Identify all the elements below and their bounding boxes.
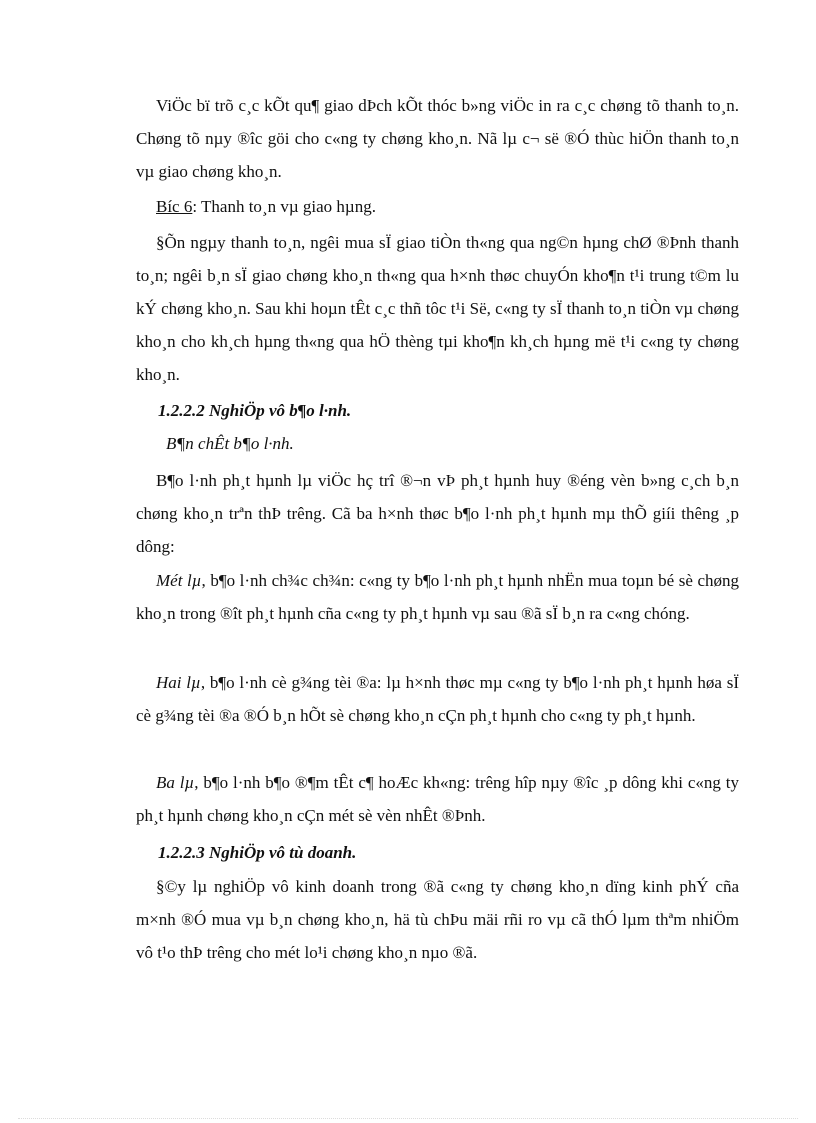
paragraph-text: §Õn ngµy thanh to¸n, ngêi mua sÏ giao tiÒn th«ng qua ng©n hµng chØ ®Þnh thanh to¸n; ngêi b¸n sÏ giao chøng kho¸n th«ng qua h×nh thøc chuyÓn kho¶n t¹i trung t©m lu kÝ chøng kho¸n. Sau khi hoµn tÊt c¸c thñ tôc t¹i Së, c«ng ty sÏ thanh to¸n tiÒn vµ chøng kho¸n cho kh¸ch hµng th«ng qua hÖ thèng tµi kho¶n kh¸ch hµng më t¹i c«ng ty chøng kho¸n. bbox=[136, 233, 739, 384]
paragraph-underwriting bbox=[136, 464, 739, 563]
step-6-label: Bíc 6 bbox=[156, 197, 193, 216]
form-two-label: Hai lµ bbox=[156, 673, 201, 692]
paragraph-form-three bbox=[136, 766, 739, 832]
section-heading-1-2-2-3 bbox=[136, 836, 739, 869]
paragraph-payment-day bbox=[136, 226, 739, 391]
heading-text: 1.2.2.3 NghiÖp vô tù doanh. bbox=[158, 843, 357, 862]
paragraph-form-one bbox=[136, 564, 739, 630]
paragraph-form-two bbox=[136, 666, 739, 732]
paragraph-proprietary-trading bbox=[136, 870, 739, 969]
paragraph-text: B¶o l·nh ph¸t hµnh lµ viÖc hç trî ®¬n vÞ ph¸t hµnh huy ®éng vèn b»ng c¸ch b¸n chøng kho¸n trªn thÞ trêng. Cã ba h×nh thøc b¶o l·nh ph¸t hµnh mµ thÕ giíi thêng ¸p dông: bbox=[136, 471, 739, 556]
step-6-text: : Thanh to¸n vµ giao hµng. bbox=[192, 197, 376, 216]
form-one-text: , b¶o l·nh ch¾c ch¾n: c«ng ty b¶o l·nh ph¸t hµnh nhËn mua toµn bé sè chøng kho¸n trong ®ît ph¸t hµnh cña c«ng ty ph¸t hµnh vµ sau ®ã sÏ b¸n ra c«ng chóng. bbox=[136, 571, 739, 623]
form-three-text: , b¶o l·nh b¶o ®¶m tÊt c¶ hoÆc kh«ng: trêng hîp nµy ®îc ¸p dông khi c«ng ty ph¸t hµnh chøng kho¸n cÇn mét sè vèn nhÊt ®Þnh. bbox=[136, 773, 739, 825]
paragraph-settlement-docs bbox=[136, 89, 739, 188]
form-three-label: Ba lµ bbox=[156, 773, 195, 792]
heading-text: 1.2.2.2 NghiÖp vô b¶o l·nh. bbox=[158, 401, 352, 420]
paragraph-text: ViÖc bï trõ c¸c kÕt qu¶ giao dÞch kÕt thóc b»ng viÖc in ra c¸c chøng tõ thanh to¸n. Chøng tõ nµy ®îc göi cho c«ng ty chøng kho¸n. Nã lµ c¬ së ®Ó thùc hiÖn thanh to¸n vµ giao chøng kho¸n. bbox=[136, 96, 739, 181]
section-heading-1-2-2-2 bbox=[136, 394, 739, 427]
subheading-nature bbox=[136, 427, 739, 460]
form-one-label: Mét lµ bbox=[156, 571, 202, 590]
paragraph-text: §©y lµ nghiÖp vô kinh doanh trong ®ã c«ng ty chøng kho¸n dïng kinh phÝ cña m×nh ®Ó mua vµ b¸n chøng kho¸n, hä tù chÞu mäi rñi ro vµ cã thÓ lµm thªm nhiÖm vô t¹o thÞ trêng cho mét lo¹i chøng kho¸n nµo ®ã. bbox=[136, 877, 739, 962]
footer-dotted-rule bbox=[18, 1118, 798, 1119]
subheading-text: B¶n chÊt b¶o l·nh. bbox=[166, 434, 294, 453]
form-two-text: , b¶o l·nh cè g¾ng tèi ®a: lµ h×nh thøc mµ c«ng ty b¶o l·nh ph¸t hµnh høa sÏ cè g¾ng tèi ®a ®Ó b¸n hÕt sè chøng kho¸n cÇn ph¸t hµnh cho c«ng ty ph¸t hµnh. bbox=[136, 673, 739, 725]
step-6-line bbox=[136, 190, 739, 223]
